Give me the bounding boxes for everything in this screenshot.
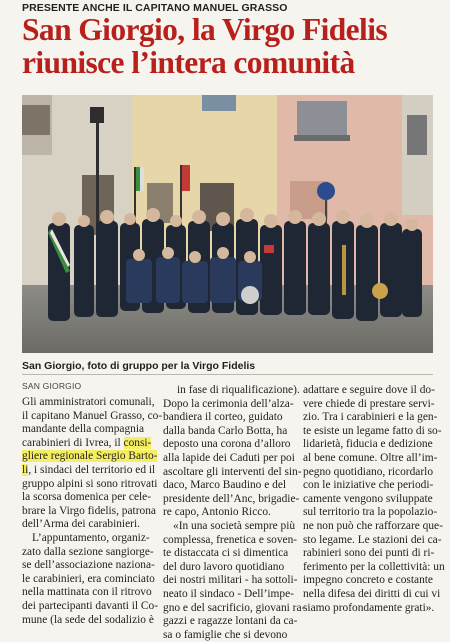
divider (22, 374, 433, 375)
text-line (22, 437, 150, 451)
text-line: bandiera il corteo, guidato (163, 411, 283, 424)
text-line: rabinieri sono dei punti di ri- (303, 547, 435, 560)
text-line: nella difesa dei diritti di cui vi (303, 587, 441, 600)
text-line: le carabinieri, era cominciato (22, 572, 155, 585)
text-line: te distaccata ci si dimentica (163, 547, 289, 560)
text-line: gno e del sacrificio, giovani ra- (163, 601, 306, 614)
text-line: impegno concreto e costante (303, 574, 433, 587)
text-line: neato il sindaco - Dell’impe- (163, 587, 294, 600)
article-headline (22, 13, 442, 79)
text-line: ferimento per la collettività: un (303, 560, 445, 573)
text-line: dei partecipanti davanti il Co- (22, 599, 159, 612)
text-line: del duro lavoro quotidiano (163, 560, 285, 573)
headline-line-2: riunisce l’intera comunità (22, 45, 355, 80)
text-line: lidarietà, fiducia e dedizione (303, 438, 433, 451)
text-fragment: carabinieri di Ivrea, il (22, 436, 124, 449)
text-line: te esiste un legame fatto di so- (303, 424, 442, 437)
photo-caption: San Giorgio, foto di gruppo per la Virgo Fidelis (22, 360, 256, 372)
article-kicker: PRESENTE ANCHE IL CAPITANO MANUEL GRASSO (22, 2, 288, 14)
text-line: re capo, Antonio Ricco. (163, 506, 271, 519)
text-line: ne non può che rafforzare que- (303, 519, 443, 532)
text-line: Gli amministratori comunali, (22, 396, 155, 408)
text-line: sa o famiglie che si devono (163, 628, 288, 641)
text-line: sto legame. Le stazioni dei ca- (303, 533, 442, 546)
text-line: nella mattinata con il ritrovo (22, 586, 152, 599)
text-line: gruppo alpini si sono ritrovati (22, 477, 158, 490)
highlighted-text: consi- (123, 436, 152, 449)
text-line: presidente dell’Anc, brigadie- (163, 492, 300, 505)
text-line: Dopo la cerimonia dell’alza- (163, 397, 294, 410)
text-line: camente vengono sviluppate (303, 492, 433, 505)
text-fragment: , i sindaci del territorio ed il (28, 463, 156, 476)
text-line: ascoltare gli interventi del sin- (163, 465, 302, 478)
text-line: pegno quotidiano, ricordarlo (303, 465, 434, 478)
text-line: vere chiede di prestare servi- (303, 397, 435, 410)
dateline: SAN GIORGIO (22, 381, 82, 391)
text-line: «In una società sempre più (173, 519, 296, 532)
text-line: zio. Tra i carabinieri e la gen- (303, 411, 438, 424)
text-line (22, 450, 158, 464)
article-column-2 (163, 384, 306, 642)
text-line: adattare e seguire dove il do- (303, 384, 435, 396)
text-line: se dell’associazione naziona- (22, 559, 155, 572)
text-line: in fase di riqualificazione). (177, 384, 300, 396)
text-line: daco, Marco Baudino e del (163, 479, 287, 492)
text-line: la scorsa domenica per cele- (22, 491, 152, 504)
highlighted-text: li (22, 463, 29, 476)
text-line: dei nostri militari - ha sottoli- (163, 574, 298, 587)
text-line: mune (la sede del sodalizio è (22, 613, 154, 626)
article-column-3 (303, 384, 445, 615)
text-line: il capitano Manuel Grasso, co- (22, 409, 163, 422)
text-line: brare la Virgo fidelis, patrona (22, 504, 156, 517)
text-line: L’appuntamento, organiz- (32, 531, 150, 544)
text-line: complessa, frenetica e soven- (163, 533, 298, 546)
text-line (22, 463, 156, 478)
text-line: con le iniziative che periodi- (303, 479, 434, 492)
highlighted-text: gliere regionale Sergio Barto- (22, 450, 158, 463)
article-column-1 (22, 396, 163, 627)
text-line: dalla banda Carlo Botta, ha (163, 424, 288, 437)
group-photo (22, 95, 433, 353)
text-line: al bene comune. Oltre all’im- (303, 451, 438, 464)
text-line: mandante della compagnia (22, 423, 145, 436)
headline-line-1: San Giorgio, la Virgo Fidelis (22, 12, 387, 47)
text-line: siamo profondamente grati». (303, 601, 435, 614)
text-line: dell’Arma dei carabinieri. (22, 518, 140, 531)
text-line: alla lapide dei Caduti per poi (163, 451, 295, 464)
text-line: sul territorio tra la popolazio- (303, 506, 438, 519)
text-line: gazzi e ragazze lontani da ca- (163, 615, 298, 628)
text-line: deposto una corona d’alloro (163, 438, 291, 451)
text-line: zato dalla sezione sangiorge- (22, 545, 154, 558)
